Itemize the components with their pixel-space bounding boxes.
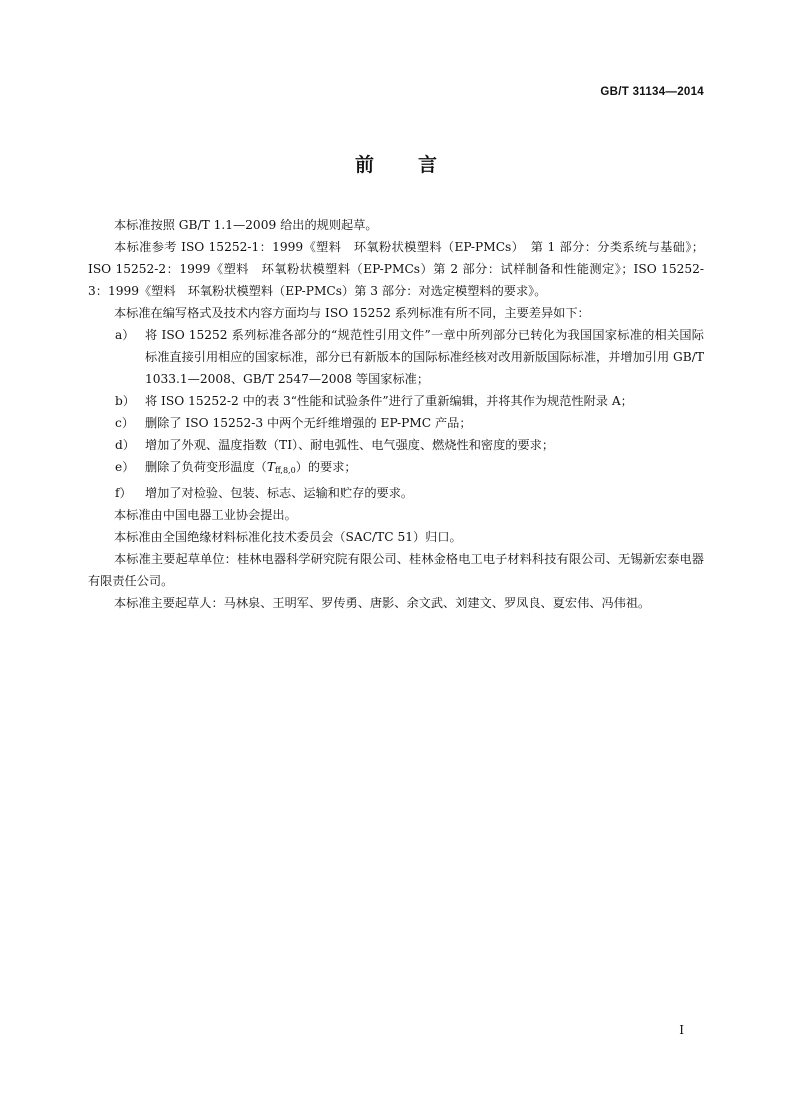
list-item-d — [88, 434, 704, 456]
list-item-c — [88, 412, 704, 434]
list-text-f: 增加了对检验、包装、标志、运输和贮存的要求。 — [145, 486, 414, 500]
list-item-a — [88, 324, 704, 390]
paragraph-drafters: 本标准主要起草人：马林泉、王明军、罗传勇、唐影、余文武、刘建文、罗凤良、夏宏伟、冯伟祖。 — [114, 596, 651, 610]
list-text-e-after: ）的要求； — [295, 460, 357, 474]
list-text-a: 将 ISO 15252 系列标准各部分的“规范性引用文件”一章中所列部分已转化为我国国家标准的相关国际标准直接引用相应的国家标准，部分已有新版本的国际标准经核对改用新版国际标准，并增加引用 GB/T 1033.1—2008、GB/T 2547—2008 等国家标准； — [145, 328, 704, 386]
paragraph-drafting-rules: 本标准按照 GB/T 1.1—2009 给出的规则起草。 — [114, 218, 378, 232]
list-text-d: 增加了外观、温度指数（TI）、耐电弧性、电气强度、燃烧性和密度的要求； — [145, 438, 555, 452]
list-item-f — [88, 482, 704, 504]
list-marker-a: a） — [115, 328, 135, 342]
symbol-temperature: T — [266, 460, 276, 474]
foreword-body — [88, 214, 704, 614]
paragraph-drafting-units: 本标准主要起草单位：桂林电器科学研究院有限公司、桂林金格电工电子材料科技有限公司、无锡新宏泰电器有限责任公司。 — [88, 552, 704, 588]
list-marker-b: b） — [115, 394, 135, 408]
paragraph-differences-intro: 本标准在编写格式及技术内容方面均与 ISO 15252 系列标准有所不同，主要差异如下： — [114, 306, 590, 320]
paragraph-proposer: 本标准由中国电器工业协会提出。 — [114, 508, 297, 522]
list-item-e — [88, 456, 704, 482]
paragraph-references: 本标准参考 ISO 15252-1：1999《塑料 环氧粉状模塑料（EP-PMCs） 第 1 部分：分类系统与基础》；ISO 15252-2：1999《塑料 环氧粉状模塑料（EP-PMCs）第 2 部分：试样制备和性能测定》；ISO 15252-3：1999《塑料 环氧粉状模塑料（EP-PMCs）第 3 部分：对选定模塑料的要求》。 — [88, 240, 704, 298]
list-text-c: 删除了 ISO 15252-3 中两个无纤维增强的 EP-PMC 产品； — [145, 416, 472, 430]
page-number: I — [679, 1023, 684, 1037]
list-marker-e: e） — [115, 460, 135, 474]
list-marker-c: c） — [115, 416, 135, 430]
list-text-e-before: 删除了负荷变形温度（ — [145, 460, 267, 474]
list-marker-d: d） — [115, 438, 135, 452]
page-title: 前言 — [354, 154, 481, 176]
standard-number: GB/T 31134—2014 — [600, 86, 704, 98]
list-text-b: 将 ISO 15252-2 中的表 3“性能和试验条件”进行了重新编辑，并将其作为规范性附录 A； — [145, 394, 633, 408]
list-marker-f: f） — [115, 486, 132, 500]
list-item-b — [88, 390, 704, 412]
symbol-subscript: ff,8,0 — [275, 466, 296, 475]
paragraph-committee: 本标准由全国绝缘材料标准化技术委员会（SAC/TC 51）归口。 — [114, 530, 462, 544]
